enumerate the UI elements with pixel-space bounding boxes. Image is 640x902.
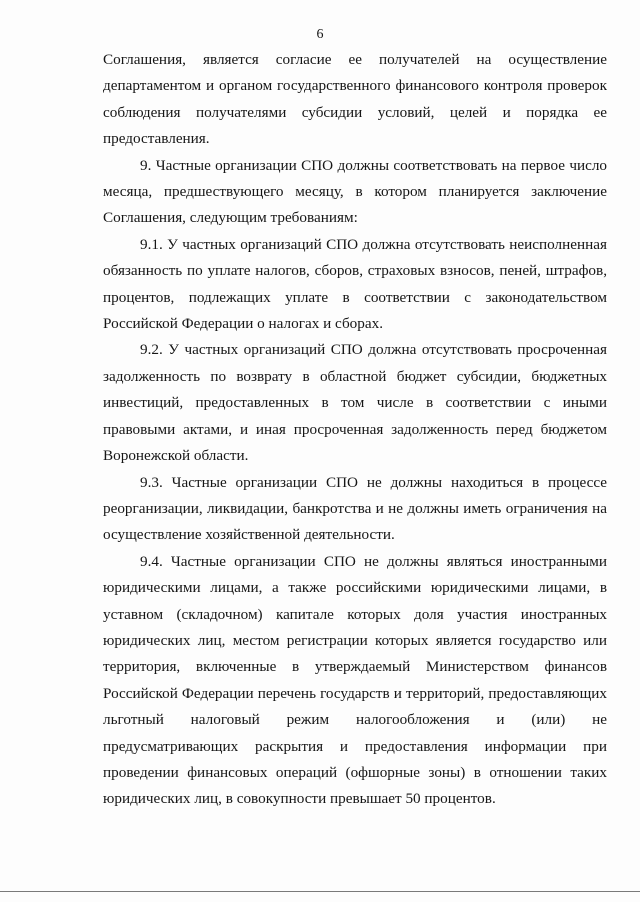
paragraph-clause-9-2: 9.2. У частных организаций СПО должна отсутствовать просроченная задолженность по возврату в областной бюджет субсидии, бюджетных инвестиций, предоставленных в том числе в соответствии с иными правовыми актами, и иная просроченная задолженность перед бюджетом Воронежской области. bbox=[103, 341, 607, 465]
document-body bbox=[103, 47, 607, 813]
paragraph-clause-9-1: 9.1. У частных организаций СПО должна отсутствовать неисполненная обязанность по уплате налогов, сборов, страховых взносов, пеней, штрафов, процентов, подлежащих уплате в соответствии с законодательством Российской Федерации о налогах и сборах. bbox=[103, 235, 607, 333]
page-number: 6 bbox=[316, 27, 324, 42]
paragraph-continuation: Соглашения, является согласие ее получателей на осуществление департаментом и органом государственного финансового контроля проверок соблюдения получателями субсидии условий, целей и порядка ее предоставления. bbox=[103, 51, 607, 148]
paragraph-clause-9: 9. Частные организации СПО должны соответствовать на первое число месяца, предшествующего месяцу, в котором планируется заключение Соглашения, следующим требованиям: bbox=[103, 156, 607, 227]
paragraph-clause-9-3: 9.3. Частные организации СПО не должны находиться в процессе реорганизации, ликвидации, банкротства и не должны иметь ограничения на осуществление хозяйственной деятельности. bbox=[103, 473, 607, 544]
scan-bottom-edge-line bbox=[0, 891, 640, 892]
paragraph-clause-9-4: 9.4. Частные организации СПО не должны являться иностранными юридическими лицами, а также российскими юридическими лицами, в уставном (складочном) капитале которых доля участия иностранных юридических лиц, местом регистрации которых является государство или территория, включенные в утверждаемый Министерством финансов Российской Федерации перечень государств и территорий, предоставляющих льготный налоговый режим налогообложения и (или) не предусматривающих раскрытия и предоставления информации при проведении финансовых операций (офшорные зоны) в отношении таких юридических лиц, в совокупности превышает 50 процентов. bbox=[103, 552, 607, 808]
